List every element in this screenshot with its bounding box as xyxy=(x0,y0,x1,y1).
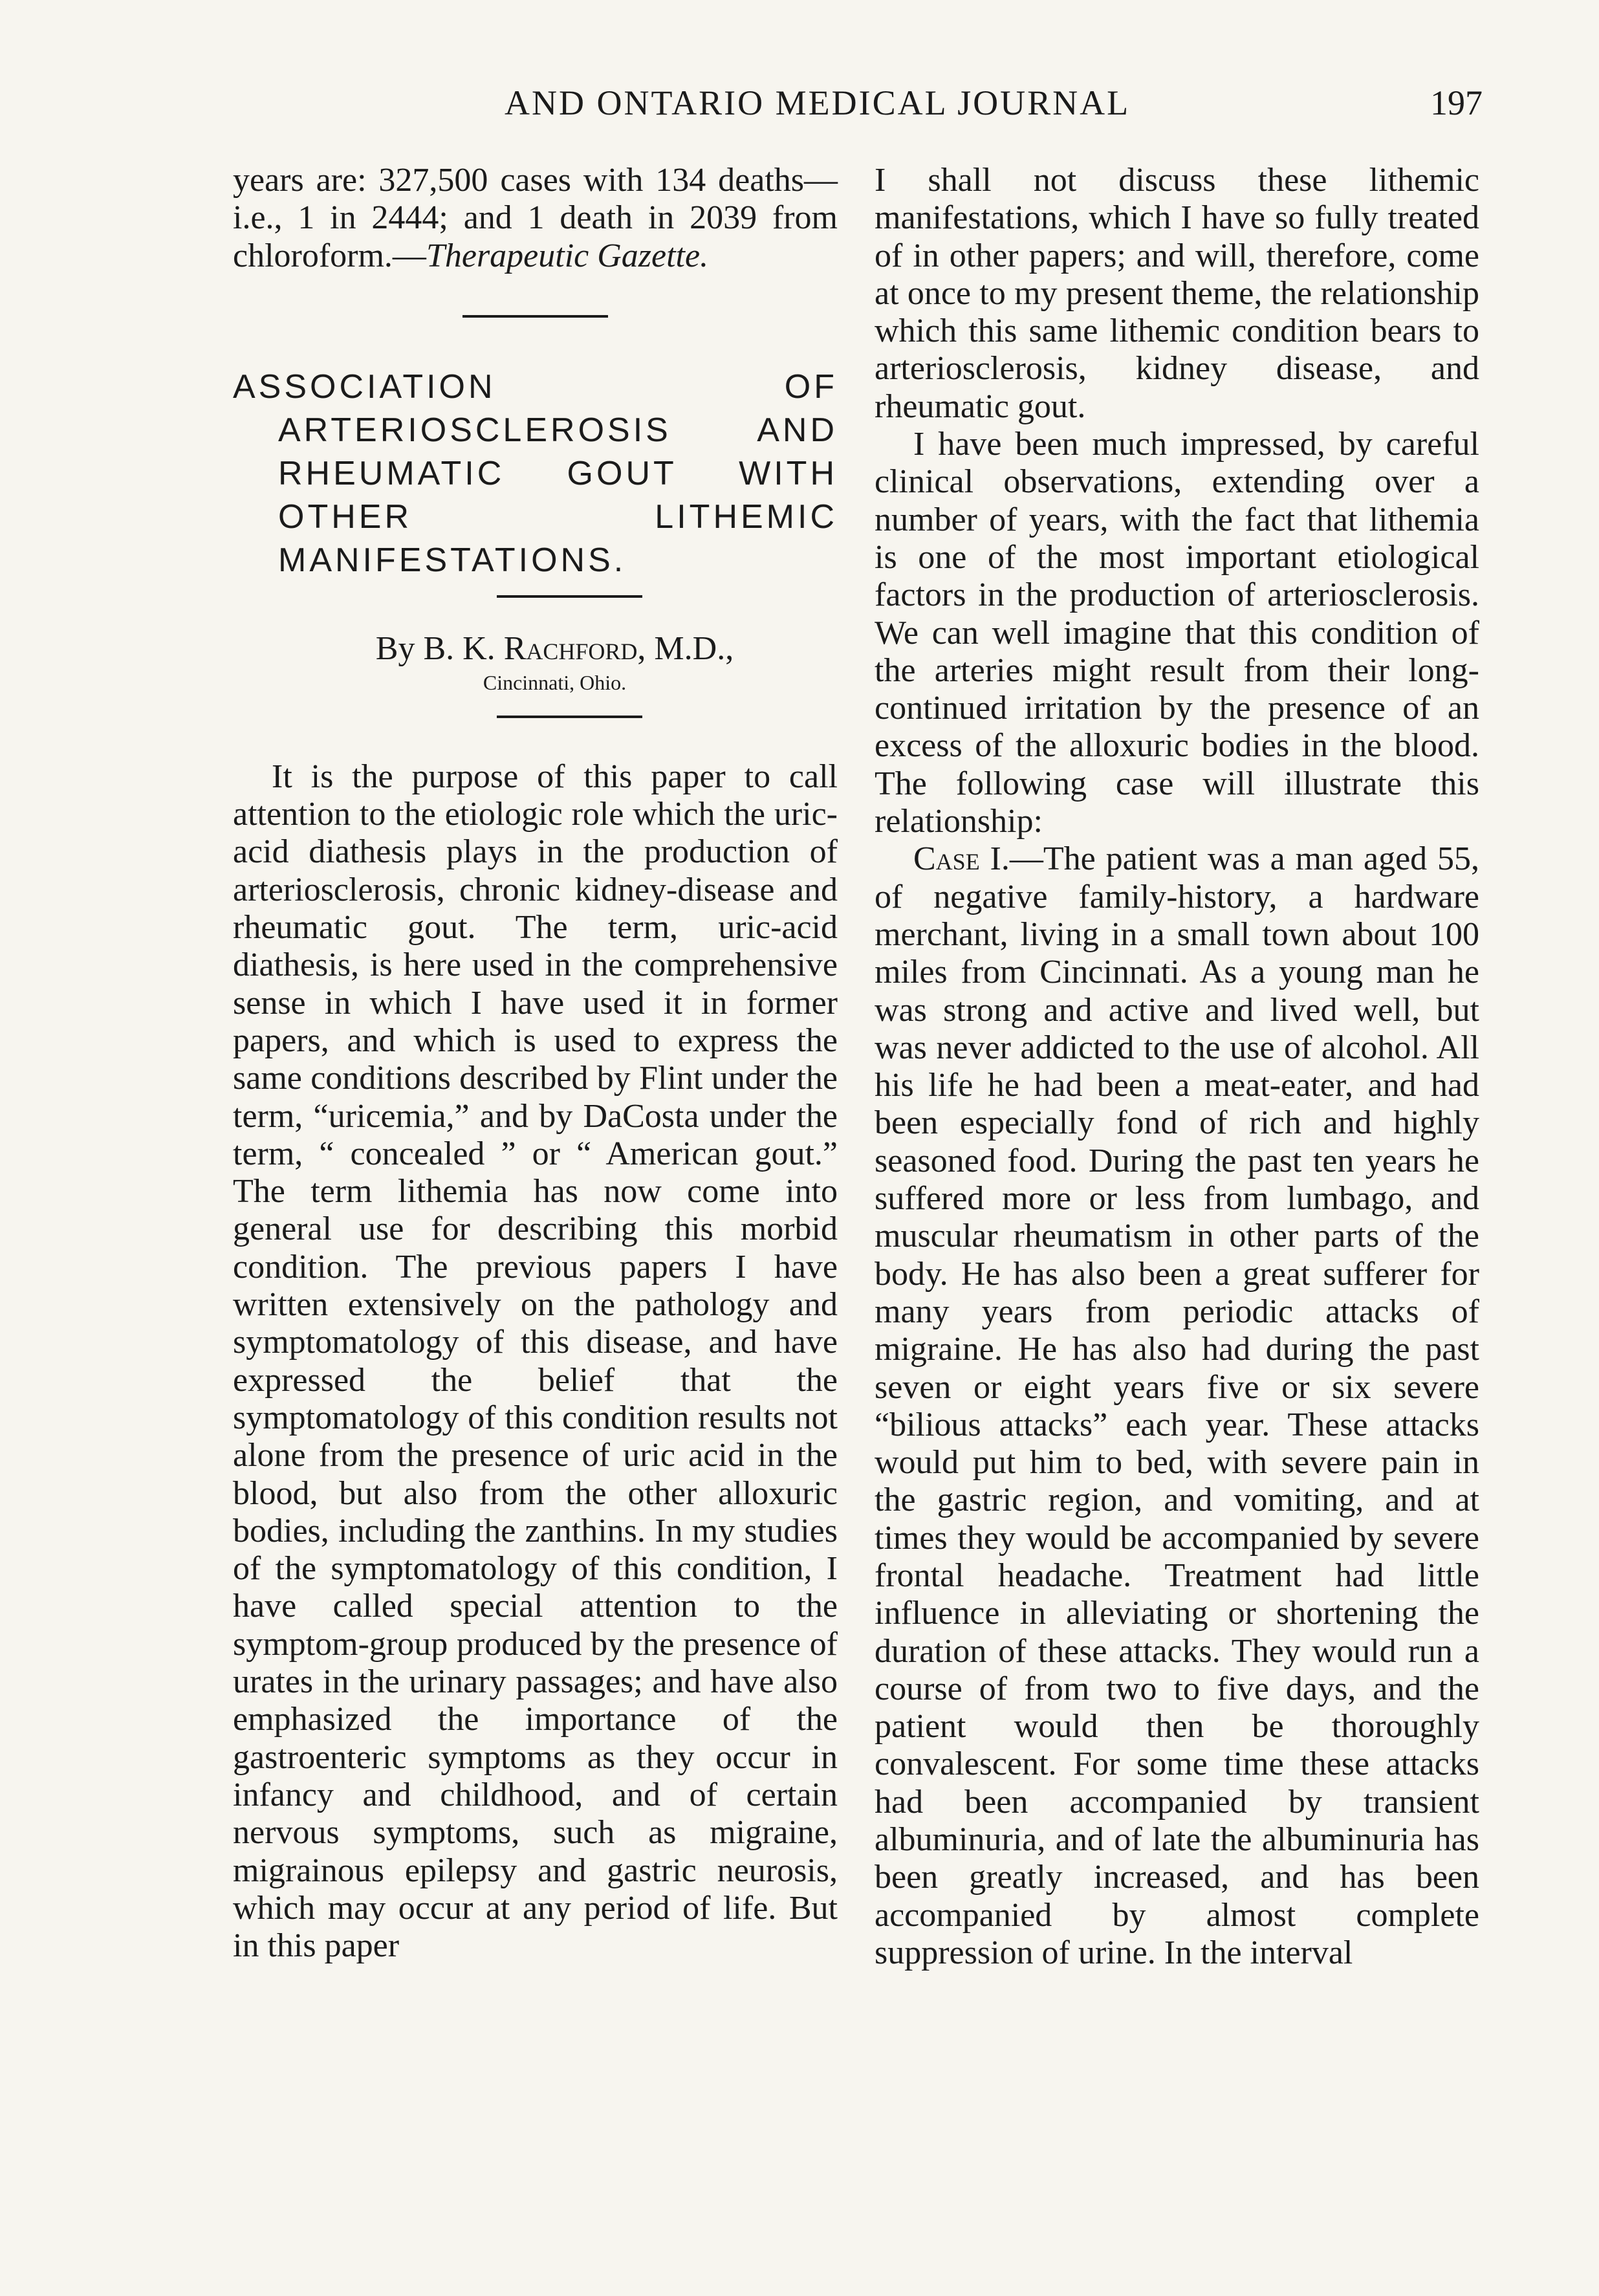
author-degree: , M.D., xyxy=(637,629,734,667)
case-label: Case I. xyxy=(913,840,1010,878)
case-report-paragraph xyxy=(875,840,1479,1972)
previous-article-text: years are: 327,500 cases with 134 deaths—i.e., 1 in 2444; and 1 death in 2039 from chloroform.— xyxy=(233,162,838,274)
body-paragraph: I have been much impressed, by careful clinical observations, extending over a number of years, with the fact that lithemia is one of the most important etiological factors in the production of arteriosclerosis. We can well imagine that this condition of the arteries might result from their long-continued irritation by the presence of an excess of the alloxuric bodies in the blood. The following case will illustrate this relationship: xyxy=(875,426,1479,840)
left-column xyxy=(233,162,838,1965)
article-title: ASSOCIATION OF ARTERIOSCLEROSIS AND RHEUMATIC GOUT WITH OTHER LITHEMIC MANIFESTATIONS. xyxy=(233,367,838,579)
running-header xyxy=(233,83,1483,135)
byline-prefix: By B. K. xyxy=(375,629,504,667)
body-paragraph: It is the purpose of this paper to call attention to the etiologic role which the uric-acid diathesis plays in the production of arteriosclerosis, chronic kidney-disease and rheumatic gout. The term, uric-acid diathesis, is here used in the comprehensive sense in which I have used it in former papers, and which is used to express the same conditions described by Flint under the term, “uricemia,” and by DaCosta under the term, “ concealed ” or “ American gout.” The term lithemia has now come into general use for describing this morbid condition. The previous papers I have written extensively on the pathology and symptomatology of this disease, and have expressed the belief that the symptomatology of this condition results not alone from the presence of uric acid in the blood, but also from the other alloxuric bodies, including the zanthins. In my studies of the symptomatology of this condition, I have called special attention to the symptom-group produced by the presence of urates in the urinary passages; and have also emphasized the importance of the gastroenteric symptoms as they occur in infancy and childhood, and of certain nervous symptoms, such as migraine, migrainous epilepsy and gastric neurosis, which may occur at any period of life. But in this paper xyxy=(233,758,838,1965)
page-number: 197 xyxy=(1430,83,1483,122)
byline-divider xyxy=(497,716,642,718)
section-divider xyxy=(462,315,608,318)
right-column xyxy=(875,162,1479,1972)
case-text: —The patient was a man aged 55, of negative family-history, a hardware merchant, living in a small town about 100 miles from Cincinnati. As a young man he was strong and active and lived well, but was never addicted to the use of alcohol. All his life he had been a meat-eater, and had been especially fond of rich and highly seasoned food. During the past ten years he suffered more or less from lumbago, and muscular rheumatism in other parts of the body. He has also been a great sufferer for many years from periodic attacks of migraine. He has also had during the past seven or eight years five or six severe “bilious attacks” each year. These attacks would put him to bed, with severe pain in the gastric region, and vomiting, and at times they would be accompanied by severe frontal headache. Treatment had little influence in alleviating or shortening the duration of these attacks. They would run a course of from two to five days, and the patient would then be thoroughly convalescent. For some time these attacks had been accompanied by transient albuminuria, and of late the albuminuria has been greatly increased, and has been accompanied by almost complete suppression of urine. In the interval xyxy=(875,840,1480,1971)
previous-article-ending xyxy=(233,162,838,275)
running-title: AND ONTARIO MEDICAL JOURNAL xyxy=(505,83,1131,122)
author-name: Rachford xyxy=(503,629,638,667)
title-divider xyxy=(497,595,642,598)
body-paragraph: I shall not discuss these lithemic manifestations, which I have so fully treated of in other papers; and will, therefore, come at once to my present theme, the relationship which this same lithemic condition bears to arteriosclerosis, kidney disease, and rheumatic gout. xyxy=(875,162,1479,425)
previous-article-source: Therapeutic Gazette. xyxy=(426,237,709,274)
byline xyxy=(233,630,838,668)
author-affiliation: Cincinnati, Ohio. xyxy=(483,670,627,694)
